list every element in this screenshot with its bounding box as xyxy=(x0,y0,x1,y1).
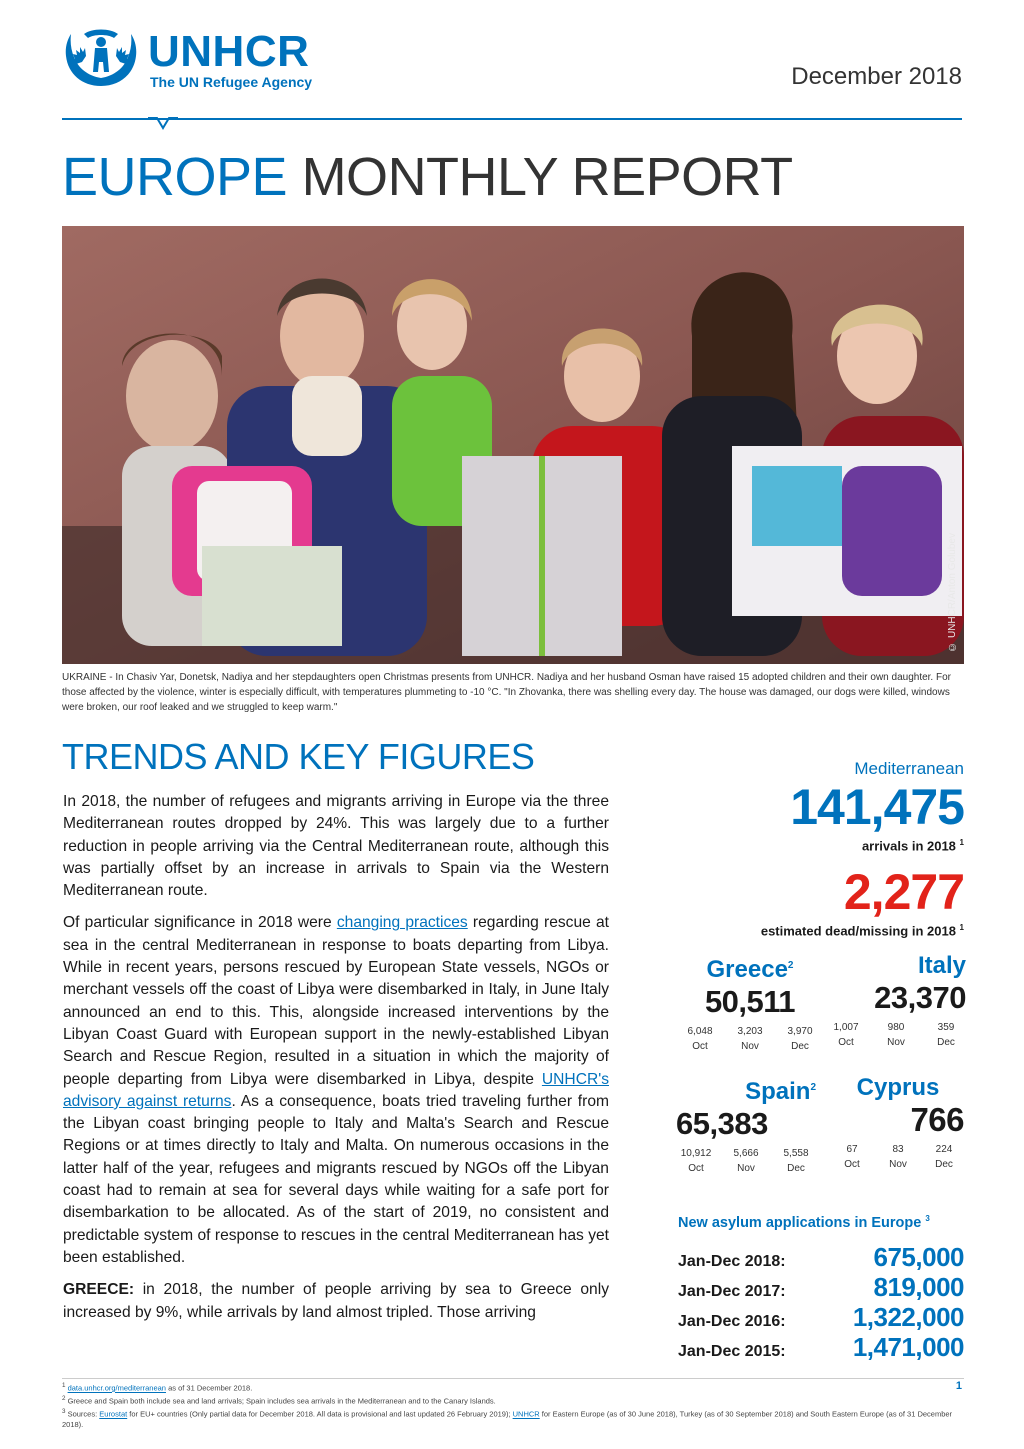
month-dec xyxy=(924,1142,964,1172)
month-value: 5,666 xyxy=(733,1148,759,1159)
country-cyprus xyxy=(832,1074,964,1172)
arrivals-footnote-ref: 1 xyxy=(959,838,964,847)
footnote-3-text-c: for Eastern Europe (as of 30 June 2018), Turkey (as of 30 September 2018) and South Eastern Europe (as of 31 December 2018). xyxy=(62,1409,953,1429)
asylum-value: 1,322,000 xyxy=(852,1301,964,1332)
page-number: 1 xyxy=(955,1380,962,1392)
month-value: 10,912 xyxy=(680,1148,712,1159)
month-label: Dec xyxy=(935,1159,953,1170)
asylum-title-text: New asylum applications in Europe xyxy=(678,1214,922,1231)
month-value: 224 xyxy=(935,1144,953,1155)
asylum-row xyxy=(678,1332,964,1362)
country-name-text: Cyprus xyxy=(856,1074,940,1101)
photo-credit: © UNHCR/Anton Golubev xyxy=(947,533,958,652)
month-value: 980 xyxy=(887,1022,905,1033)
monthly-breakdown xyxy=(676,1146,816,1176)
country-italy xyxy=(826,952,966,1050)
footnote-number: 3 xyxy=(62,1408,66,1415)
paragraph-2-text-b: regarding rescue at sea in the central Mediterranean in response to boats departing from Libya. While in recent years, persons rescued by European State vessels, NGOs or merchant vessels off the coast of Libya were disembarked in Italy, in June Italy announced an end to this. This, alongside increased interventions by the Libyan Coast Guard with European support in the newly-established Libyan Search and Rescue Region, resulted in a situation in which the majority of people departing from Libya were disembarked in Libya, despite xyxy=(63,914,609,1088)
cover-photo-illustration xyxy=(62,226,964,664)
report-date: December 2018 xyxy=(791,63,962,90)
logo-tagline: The UN Refugee Agency xyxy=(150,74,313,90)
photo-caption: UKRAINE - In Chasiv Yar, Donetsk, Nadiya and her stepdaughters open Christmas presents from UNHCR. Nadiya and her husband Osman have raised 15 adopted children and their own daughter. For those affected by the violence, winter is especially difficult, with temperatures plummeting to -10 °C. "In Zhovanka, there was shelling every day. The house was damaged, our dogs were killed, windows were broken, our roof leaked and we struggled to keep warm." xyxy=(62,672,951,713)
asylum-year: Jan-Dec 2017: xyxy=(678,1282,786,1300)
month-label: Oct xyxy=(692,1041,708,1052)
month-value: 5,558 xyxy=(783,1148,809,1159)
month-value: 3,970 xyxy=(787,1026,813,1037)
month-label: Nov xyxy=(737,1163,755,1174)
month-oct xyxy=(680,1024,720,1054)
title-rest: MONTHLY REPORT xyxy=(301,147,793,207)
data-portal-link[interactable]: data.unhcr.org/mediterranean xyxy=(67,1383,166,1393)
title-accent: EUROPE xyxy=(62,147,288,207)
country-total: 65,383 xyxy=(676,1106,768,1141)
paragraph-2-text-c: . As a consequence, boats tried traveling further from the Libyan coast bringing people to Italy and Malta's Search and Rescue Regions or at times directly to Italy and Malta. On numerous occasions in the latter half of the year, refugees and migrants rescued by NGOs off the Libyan coast had to remain at sea for several days while waiting for a safe port for disembarkation to be allocated. As of the start of 2019, no consistent and predictable system of response to rescues in the central Mediterranean has yet been established. xyxy=(63,1092,609,1266)
country-name-text: Greece xyxy=(706,956,788,983)
asylum-value: 675,000 xyxy=(873,1241,964,1272)
arrivals-label xyxy=(650,834,964,855)
month-value: 67 xyxy=(846,1144,858,1155)
cover-photo xyxy=(62,226,964,664)
arrivals-label-text: arrivals in 2018 xyxy=(861,838,956,854)
paragraph-1: In 2018, the number of refugees and migrants arriving in Europe via the three Mediterranean routes dropped by 24%. This was largely due to a further reduction in people arriving via the Central Mediterranean route, although this was partially offset by an increase in arrivals to Spain via the Western Mediterranean route. xyxy=(63,793,609,900)
month-label: Nov xyxy=(889,1159,907,1170)
footnote-number: 2 xyxy=(62,1395,66,1402)
greece-label: GREECE: xyxy=(63,1281,135,1299)
eurostat-link[interactable]: Eurostat xyxy=(99,1409,128,1419)
month-label: Dec xyxy=(791,1041,809,1052)
footnote-1-text: as of 31 December 2018. xyxy=(165,1383,253,1393)
month-label: Oct xyxy=(838,1037,854,1048)
footnote-3-text-a: Sources: xyxy=(67,1409,100,1419)
footnote-number: 1 xyxy=(62,1382,66,1389)
footnote-3-text-b: for EU+ countries (Only partial data for December 2018. All data is provisional and last updated 26 February 2019); xyxy=(127,1409,513,1419)
footnote-2-text: Greece and Spain both include sea and land arrivals; Spain includes sea arrivals in the Mediterranean and to the Canary Islands. xyxy=(67,1396,496,1406)
asylum-value: 1,471,000 xyxy=(852,1331,964,1362)
month-value: 359 xyxy=(937,1022,955,1033)
monthly-breakdown xyxy=(832,1142,964,1172)
asylum-value: 819,000 xyxy=(873,1271,964,1302)
footnote-1 xyxy=(62,1381,964,1394)
advisory-link[interactable]: UNHCR's advisory against returns xyxy=(63,1070,609,1110)
month-value: 6,048 xyxy=(687,1026,713,1037)
country-spain xyxy=(676,1074,816,1176)
paragraph-3-text: in 2018, the number of people arriving by sea to Greece only increased by 9%, while arrivals by land almost tripled. Those arriving xyxy=(63,1281,609,1321)
unhcr-logo xyxy=(62,26,342,92)
arrivals-number: 141,475 xyxy=(790,779,964,835)
country-name xyxy=(676,1074,816,1106)
paragraph-2 xyxy=(63,912,609,1269)
asylum-applications xyxy=(678,1208,964,1362)
month-value: 1,007 xyxy=(833,1022,859,1033)
month-nov xyxy=(876,1020,916,1050)
monthly-breakdown xyxy=(826,1020,966,1050)
country-footnote-ref: 2 xyxy=(810,1082,816,1093)
month-label: Oct xyxy=(688,1163,704,1174)
logo-name: UNHCR xyxy=(148,27,310,76)
month-value: 3,203 xyxy=(737,1026,763,1037)
month-dec xyxy=(780,1024,820,1054)
body-text xyxy=(63,791,609,1334)
country-greece xyxy=(680,952,820,1054)
country-name-text: Italy xyxy=(917,952,966,979)
month-oct xyxy=(676,1146,716,1176)
asylum-footnote-ref: 3 xyxy=(925,1214,930,1223)
month-oct xyxy=(832,1142,872,1172)
header-divider xyxy=(62,118,962,120)
divider-notch-icon xyxy=(148,116,178,132)
paragraph-2-text-a: Of particular significance in 2018 were xyxy=(63,914,337,932)
month-oct xyxy=(826,1020,866,1050)
asylum-title xyxy=(678,1208,964,1234)
section-title: TRENDS AND KEY FIGURES xyxy=(62,736,535,777)
unhcr-emblem-icon xyxy=(62,26,140,92)
asylum-year: Jan-Dec 2015: xyxy=(678,1342,786,1360)
footnotes xyxy=(62,1378,964,1431)
month-label: Dec xyxy=(787,1163,805,1174)
country-total: 766 xyxy=(910,1101,964,1138)
asylum-year: Jan-Dec 2018: xyxy=(678,1252,786,1270)
country-name-text: Spain xyxy=(745,1078,811,1105)
footnote-2 xyxy=(62,1394,964,1407)
month-label: Dec xyxy=(937,1037,955,1048)
month-label: Nov xyxy=(887,1037,905,1048)
mediterranean-label: Mediterranean xyxy=(854,759,964,778)
asylum-row xyxy=(678,1242,964,1272)
asylum-row xyxy=(678,1272,964,1302)
country-name xyxy=(832,1074,964,1102)
changing-practices-link[interactable]: changing practices xyxy=(336,914,468,932)
month-nov xyxy=(878,1142,918,1172)
asylum-year: Jan-Dec 2016: xyxy=(678,1312,786,1330)
asylum-row xyxy=(678,1302,964,1332)
month-dec xyxy=(776,1146,816,1176)
dead-missing-label xyxy=(650,919,964,940)
month-dec xyxy=(926,1020,966,1050)
country-total: 50,511 xyxy=(704,984,796,1019)
month-nov xyxy=(730,1024,770,1054)
month-value: 83 xyxy=(892,1144,904,1155)
key-figures xyxy=(650,758,964,941)
monthly-breakdown xyxy=(680,1024,820,1054)
paragraph-3 xyxy=(63,1279,609,1324)
page-title xyxy=(62,146,793,208)
country-total: 23,370 xyxy=(874,980,966,1015)
country-name xyxy=(680,952,820,984)
dead-missing-label-text: estimated dead/missing in 2018 xyxy=(760,923,956,939)
dead-missing-number: 2,277 xyxy=(843,864,964,921)
footnote-3 xyxy=(62,1407,964,1431)
unhcr-link[interactable]: UNHCR xyxy=(512,1409,540,1419)
month-label: Oct xyxy=(844,1159,860,1170)
country-footnote-ref: 2 xyxy=(787,960,794,971)
dead-footnote-ref: 1 xyxy=(959,923,964,933)
month-label: Nov xyxy=(741,1041,759,1052)
country-name xyxy=(826,952,966,980)
month-nov xyxy=(726,1146,766,1176)
